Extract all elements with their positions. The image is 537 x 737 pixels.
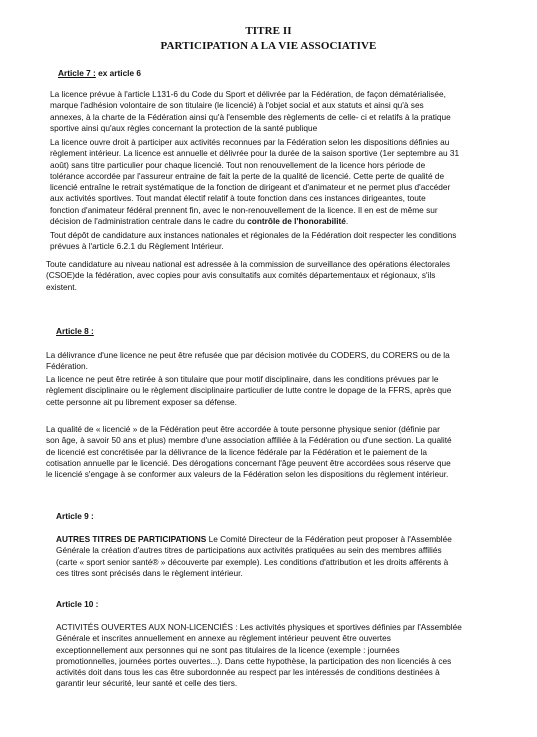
article-8-heading: Article 8 : <box>56 326 94 336</box>
article-7-para-2-end: . <box>345 216 349 227</box>
article-7-heading <box>58 68 141 79</box>
article-7-para-2-main: La licence ouvre droit à participer aux activités reconnues par la Fédération selon les dispositions définies au règlement intérieur. La licence est annuelle et délivrée pour la durée de la saison sportive (1er septembre au 31 août) sans titre particulier pour chaque licencié. Tout non renouvellement de la licence hors période de tolérance accordée par l'assureur entraine de fait la perte de la qualité de licencié. Cette perte de qualité de licencié entraîne le retrait systématique de la fonction de dirigeant et d'animateur et ne permet plus d'accéder aux activités sportives. Tout mandat électif relatif à toute fonction dans ces instances dirigeantes, toute fonction d'animateur fédéral prennent fin, avec le non-renouvellement de la licence. Il en est de même sur décision de l'administration centrale dans le cadre du <box>50 137 460 227</box>
article-10-heading: Article 10 : <box>56 599 99 609</box>
article-10-para-1: ACTIVITÉS OUVERTES AUX NON-LICENCIÉS : Les activités physiques et sportives définies par l'Assemblée Générale et inscrites annuellement en annexe au règlement intérieur peuvent être ouvertes exceptionnellement aux personnes qui ne sont pas titulaires de la licence (exemple : journées promotionnelles, journées portes ouvertes...). Dans cette hypothèse, la participation des non licenciés à ces activités doit dans tous les cas être subordonnée au respect par les intéressés de conditions destinées à garantir leur sécurité, leur santé et celle des tiers. <box>56 622 462 689</box>
title-participation: PARTICIPATION A LA VIE ASSOCIATIVE <box>160 40 377 52</box>
article-7-label: Article 7 : <box>58 68 96 78</box>
article-7-suffix: ex article 6 <box>95 68 142 78</box>
article-9-para-1-bold: AUTRES TITRES DE PARTICIPATIONS <box>56 534 207 544</box>
article-9-para-1 <box>56 534 452 579</box>
article-7-para-1: La licence prévue à l'article L131-6 du Code du Sport et délivrée par la Fédération, de façon dématérialisée, marque l'adhésion volontaire de son titulaire (le licencié) à l'objet social et aux statuts et ainsi qu'à ses annexes, à la charte de la Fédération ainsi qu'à l'ensemble des règlements de celle- ci et relatifs à la pratique sportive ainsi qu'aux règles concernant la protection de la santé publique <box>50 89 451 133</box>
article-8-para-2: La licence ne peut être retirée à son titulaire que pour motif disciplinaire, dans les conditions prévues par le règlement disciplinaire ou le règlement disciplinaire particulier de lutte contre le dopage de la FFRS, après que cette personne ait pu librement exposer sa défense. <box>46 374 452 407</box>
article-9-para-1-rest: Le Comité Directeur de la Fédération peut proposer à l'Assemblée Générale la création d'autres titres de participations aux activités pratiquées au sein des membres affiliés (carte « sport senior santé® » découverte par exemple). Les conditions d'attribution et les droits afférents à ces titres sont précisés dans le règlement intérieur. <box>56 534 452 578</box>
article-7-para-4: Toute candidature au niveau national est adressée à la commission de surveillance des opérations électorales (CSOE)de la fédération, avec copies pour avis consultatifs aux comités départementaux et régionaux, s'ils existent. <box>46 259 451 292</box>
article-8-para-3: La qualité de « licencié » de la Fédération peut être accordée à toute personne physique senior (définie par son âge, à savoir 50 ans et plus) membre d'une association affiliée à la Fédération ou d'une section. La qualité de licencié est concrétisée par la délivrance de la licence fédérale par la Fédération et le paiement de la cotisation annuelle par le licencié. Des dérogations concernant l'âge peuvent être accordées sous réserve que le licencié s'engage à se conformer aux valeurs de la Fédération selon les dispositions du règlement intérieur. <box>46 424 452 480</box>
article-7-para-2-bold: contrôle de l'honorabilité <box>247 216 346 227</box>
article-7-para-2 <box>50 137 459 227</box>
article-9-heading: Article 9 : <box>56 511 94 521</box>
article-7-para-3: Tout dépôt de candidature aux instances nationales et régionales de la Fédération doit respecter les conditions prévues à l'article 6.2.1 du Règlement Intérieur. <box>50 230 457 252</box>
article-8-para-1: La délivrance d'une licence ne peut être refusée que par décision motivée du CODERS, du CORERS ou de la Fédération. <box>46 350 450 372</box>
title-titre-ii: TITRE II <box>245 25 292 37</box>
